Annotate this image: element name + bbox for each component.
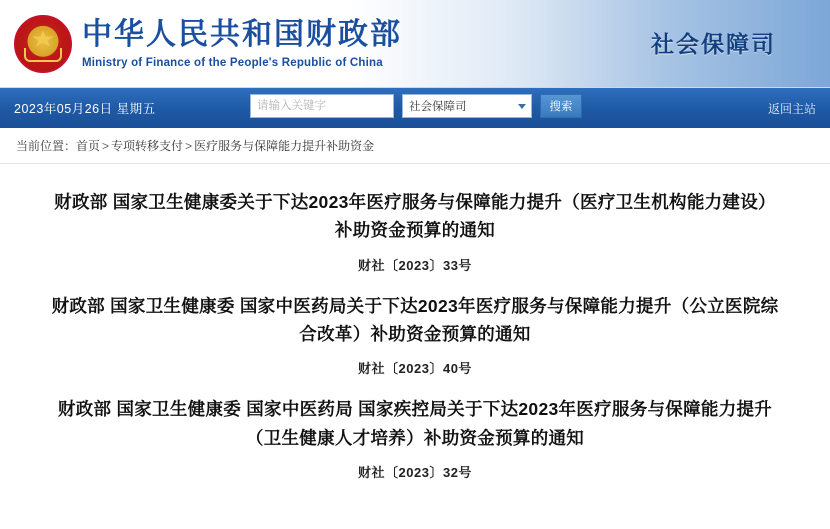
current-date: 2023年05月26日 星期五	[14, 102, 156, 116]
china-national-emblem-icon	[14, 15, 72, 73]
search-input[interactable]	[250, 94, 394, 118]
nav-bar	[0, 88, 830, 128]
breadcrumb	[0, 128, 830, 164]
category-select-value: 社会保障司	[409, 101, 467, 113]
breadcrumb-item-special-transfer[interactable]: 专项转移支付	[111, 139, 184, 153]
list-item	[46, 395, 784, 481]
breadcrumb-item-current[interactable]: 医疗服务与保障能力提升补助资金	[194, 139, 375, 153]
site-header	[0, 0, 830, 88]
breadcrumb-separator: >	[102, 138, 110, 153]
site-title-cn: 中华人民共和国财政部	[82, 17, 402, 51]
document-title-link[interactable]: 财政部 国家卫生健康委 国家中医药局 国家疾控局关于下达2023年医疗服务与保障能力提升（卫生健康人才培养）补助资金预算的通知	[57, 399, 773, 448]
list-item	[46, 188, 784, 274]
breadcrumb-separator: >	[185, 138, 193, 153]
document-list	[0, 164, 830, 481]
breadcrumb-label: 当前位置：	[16, 139, 77, 153]
document-title-link[interactable]: 财政部 国家卫生健康委 国家中医药局关于下达2023年医疗服务与保障能力提升（公立医院综合改革）补助资金预算的通知	[51, 295, 779, 345]
site-title-block	[82, 18, 402, 70]
document-title-link[interactable]: 财政部 国家卫生健康委关于下达2023年医疗服务与保障能力提升（医疗卫生机构能力建设）补助资金预算的通知	[54, 192, 776, 241]
site-title-en: Ministry of Finance of the People's Republic of China	[82, 57, 383, 70]
list-item	[46, 292, 784, 378]
department-name: 社会保障司	[651, 31, 776, 57]
search-button[interactable]: 搜索	[540, 94, 582, 118]
breadcrumb-item-home[interactable]: 首页	[76, 139, 101, 153]
chevron-down-icon	[518, 104, 526, 109]
document-number: 财社〔2023〕33号	[358, 257, 472, 273]
category-select[interactable]	[402, 94, 532, 118]
document-number: 财社〔2023〕32号	[358, 465, 472, 481]
back-to-main-site-link[interactable]: 返回主站	[767, 101, 816, 116]
search-area	[250, 94, 582, 118]
document-number: 财社〔2023〕40号	[358, 361, 472, 377]
